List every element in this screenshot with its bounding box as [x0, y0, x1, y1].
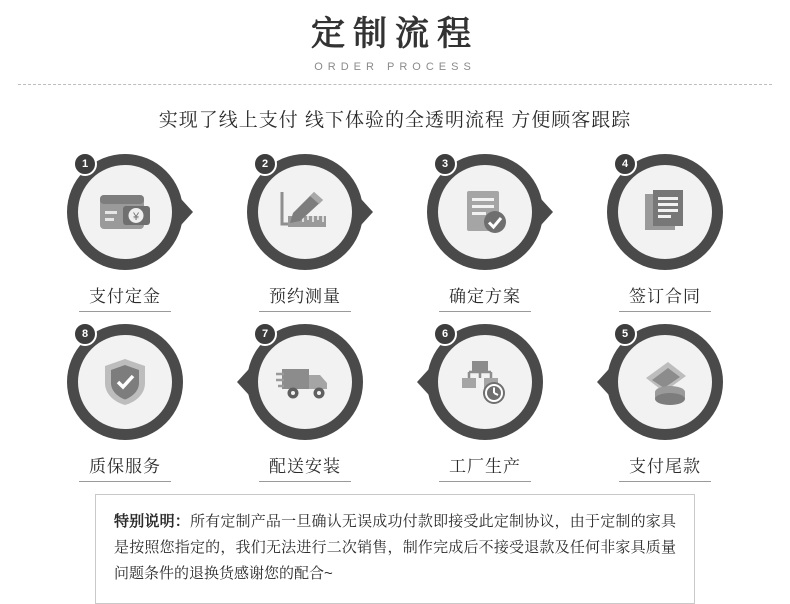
step-label: [447, 452, 523, 480]
label-underline: [79, 311, 171, 312]
step-label: [447, 282, 523, 310]
step-label: [267, 452, 343, 480]
step-label-text: 支付尾款: [629, 457, 701, 476]
step-number: 1: [73, 152, 97, 176]
shield-check-icon: [78, 335, 172, 429]
document-check-icon: [438, 165, 532, 259]
step-book-measure: [225, 154, 385, 310]
label-underline: [619, 311, 711, 312]
step-label: [267, 282, 343, 310]
intro-text: 实现了线上支付 线下体验的全透明流程 方便顾客跟踪: [158, 110, 632, 131]
steps-row-1: [45, 154, 745, 310]
step-pay-deposit: [45, 154, 205, 310]
step-badge: [607, 154, 723, 270]
step-delivery-install: [225, 324, 385, 480]
step-label: [627, 452, 703, 480]
step-label-text: 确定方案: [449, 287, 521, 306]
step-badge: [247, 154, 363, 270]
step-number: 3: [433, 152, 457, 176]
step-number: 4: [613, 152, 637, 176]
delivery-truck-icon: [258, 335, 352, 429]
step-sign-contract: [585, 154, 745, 310]
label-underline: [619, 481, 711, 482]
wallet-yen-icon: [78, 165, 172, 259]
special-note-text: 所有定制产品一旦确认无误成功付款即接受此定制协议，由于定制的家具是按照您指定的，我们无法进行二次销售，制作完成后不接受退款及任何非家具质量问题条件的退换货感谢您的配合~: [114, 513, 676, 582]
steps-row-2: [45, 324, 745, 480]
step-arrow-left-icon: [237, 358, 259, 406]
step-arrow-right-icon: [171, 188, 193, 236]
factory-clock-icon: [438, 335, 532, 429]
step-badge: [67, 154, 183, 270]
step-factory-production: [405, 324, 565, 480]
step-pay-balance: [585, 324, 745, 480]
step-number: 8: [73, 322, 97, 346]
special-note-box: [95, 494, 695, 604]
page-title: 定制流程: [311, 15, 479, 53]
step-arrow-left-icon: [417, 358, 439, 406]
step-label-text: 质保服务: [89, 457, 161, 476]
step-label-text: 签订合同: [629, 287, 701, 306]
page-subtitle-en: ORDER PROCESS: [314, 61, 476, 73]
step-arrow-right-icon: [351, 188, 373, 236]
ruler-pencil-icon: [258, 165, 352, 259]
label-underline: [439, 481, 531, 482]
step-number: 2: [253, 152, 277, 176]
step-arrow-right-icon: [531, 188, 553, 236]
contract-papers-icon: [618, 165, 712, 259]
step-label-text: 工厂生产: [449, 457, 521, 476]
step-badge: [607, 324, 723, 440]
step-warranty-service: [45, 324, 205, 480]
header-divider: [18, 84, 772, 85]
label-underline: [259, 481, 351, 482]
step-number: 5: [613, 322, 637, 346]
header: [0, 0, 790, 74]
step-label: [87, 452, 163, 480]
step-label-text: 预约测量: [269, 287, 341, 306]
step-badge: [427, 154, 543, 270]
label-underline: [79, 481, 171, 482]
label-underline: [259, 311, 351, 312]
step-label: [627, 282, 703, 310]
step-arrow-left-icon: [597, 358, 619, 406]
steps-container: [45, 154, 745, 480]
step-number: 6: [433, 322, 457, 346]
step-badge: [247, 324, 363, 440]
label-underline: [439, 311, 531, 312]
step-label: [87, 282, 163, 310]
step-badge: [67, 324, 183, 440]
step-badge: [427, 324, 543, 440]
coins-card-icon: [618, 335, 712, 429]
svg-text:¥: ¥: [132, 211, 140, 223]
step-label-text: 配送安装: [269, 457, 341, 476]
special-note-title: 特别说明：: [114, 513, 190, 530]
step-confirm-plan: [405, 154, 565, 310]
step-label-text: 支付定金: [89, 287, 161, 306]
step-number: 7: [253, 322, 277, 346]
